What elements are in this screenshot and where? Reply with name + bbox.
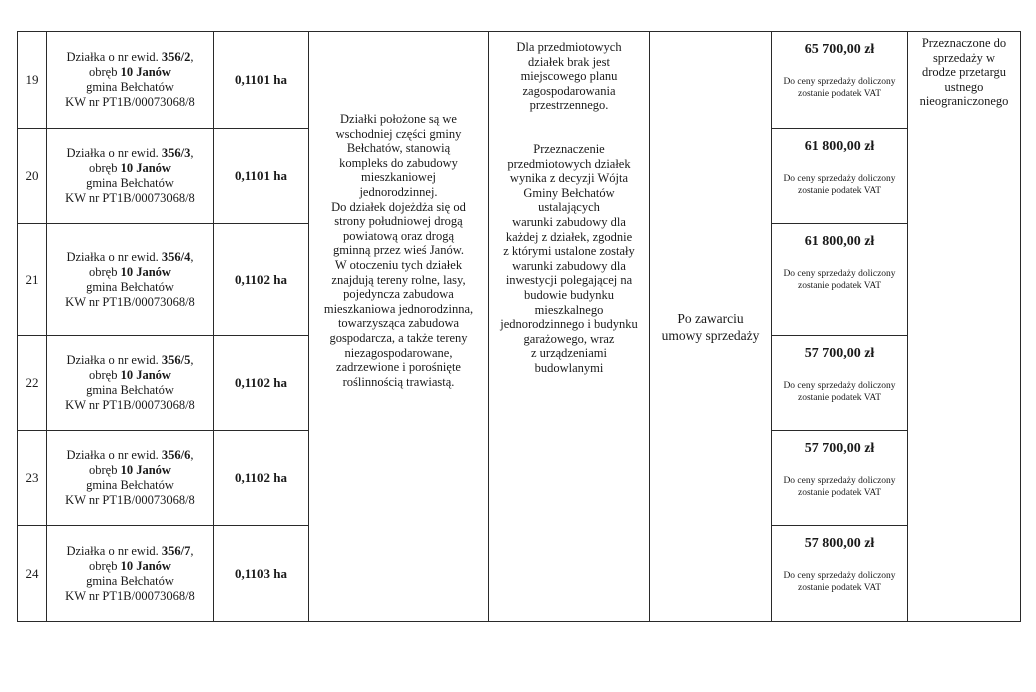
parcel-number: 356/2 bbox=[161, 50, 191, 64]
sale-purpose-line: Przeznaczone do bbox=[921, 36, 1007, 50]
location-description-line: zadrzewione i porośnięte bbox=[336, 360, 461, 375]
zoning-info-line: inwestycji polegającej na bbox=[505, 273, 633, 288]
vat-note: Do ceny sprzedaży doliczony zostanie podatek VAT bbox=[783, 381, 896, 403]
location-description-line: towarzysząca zabudowa bbox=[337, 316, 460, 331]
gmina-name: gmina Bełchatów bbox=[86, 80, 174, 94]
zoning-info-line: budowie budynku bbox=[524, 287, 614, 302]
parcels-table bbox=[17, 31, 1021, 622]
parcel-prefix: Działka o nr ewid. bbox=[66, 50, 162, 64]
sale-purpose-line: sprzedaży w bbox=[932, 50, 996, 65]
location-description-line: gminną przez wieś Janów. bbox=[332, 243, 465, 258]
row-number-text: 19 bbox=[25, 72, 39, 87]
row-number bbox=[18, 336, 47, 431]
land-register-number: KW nr PT1B/00073068/8 bbox=[65, 294, 195, 309]
zoning-info-line: miejscowego planu bbox=[520, 69, 618, 84]
zoning-info-line: wynika z decyzji Wójta bbox=[509, 171, 629, 186]
row-number-text: 20 bbox=[25, 168, 39, 183]
location-description-line: znajdują tereny rolne, lasy, bbox=[331, 272, 466, 287]
row-number-text: 22 bbox=[25, 375, 39, 390]
parcel-comma: , bbox=[190, 353, 194, 367]
zoning-info-line: garażowego, wraz bbox=[523, 331, 615, 346]
zoning-info-line: warunki zabudowy dla bbox=[512, 258, 626, 273]
area-value: 0,1102 ha bbox=[234, 271, 287, 287]
parcel-cell bbox=[47, 32, 214, 129]
sale-purpose-line: drodze przetargu bbox=[921, 65, 1007, 80]
location-description-line: powiatową oraz drogą bbox=[342, 228, 455, 243]
parcel-number: 356/5 bbox=[161, 353, 191, 367]
location-description-line: pojedyncza zabudowa bbox=[343, 287, 454, 302]
parcel-prefix: Działka o nr ewid. bbox=[66, 249, 162, 264]
price-value: 57 700,00 zł bbox=[804, 346, 875, 361]
precinct-prefix: obręb bbox=[89, 264, 121, 279]
location-description-line: kompleks do zabudowy bbox=[339, 155, 458, 170]
zoning-info-line: budowlanymi bbox=[534, 360, 604, 375]
row-number-text: 24 bbox=[25, 565, 39, 581]
parcel-cell bbox=[47, 431, 214, 526]
location-description-line: Działki położone są we bbox=[340, 112, 457, 126]
parcel-prefix: Działka o nr ewid. bbox=[66, 353, 162, 367]
price-cell bbox=[772, 32, 908, 129]
price-value: 57 800,00 zł bbox=[804, 536, 875, 551]
row-number bbox=[18, 32, 47, 129]
parcel-cell bbox=[47, 526, 214, 622]
area-cell bbox=[214, 129, 309, 224]
sale-purpose bbox=[908, 32, 1021, 622]
payment-terms-line: Po zawarciu bbox=[677, 310, 744, 326]
location-description-line: jednorodzinnej. bbox=[359, 184, 438, 199]
price-cell bbox=[772, 129, 908, 224]
price-value: 61 800,00 zł bbox=[804, 234, 875, 249]
parcel-prefix: Działka o nr ewid. bbox=[66, 543, 162, 558]
price-value: 57 700,00 zł bbox=[804, 441, 875, 456]
zoning-info-line: z urządzeniami bbox=[531, 346, 607, 361]
zoning-info-line: zagospodarowania bbox=[522, 83, 616, 98]
zoning-info-line: Gminy Bełchatów bbox=[523, 185, 615, 200]
zoning-info-line: przedmiotowych działek bbox=[507, 156, 631, 171]
parcel-cell bbox=[47, 129, 214, 224]
vat-note: Do ceny sprzedaży doliczony zostanie podatek VAT bbox=[783, 77, 896, 99]
row-number bbox=[18, 224, 47, 336]
precinct-name: 10 Janów bbox=[120, 368, 171, 382]
precinct-prefix: obręb bbox=[89, 368, 121, 382]
location-description bbox=[309, 32, 489, 622]
location-description-line: mieszkaniowa jednorodzinna, bbox=[323, 301, 474, 316]
zoning-info bbox=[489, 32, 650, 622]
price-value: 61 800,00 zł bbox=[804, 139, 875, 154]
parcel-prefix: Działka o nr ewid. bbox=[66, 146, 162, 160]
precinct-prefix: obręb bbox=[89, 558, 121, 573]
parcel-cell bbox=[47, 336, 214, 431]
precinct-name: 10 Janów bbox=[120, 65, 171, 79]
precinct-prefix: obręb bbox=[89, 463, 121, 477]
paragraph-gap bbox=[489, 113, 649, 142]
area-value: 0,1101 ha bbox=[234, 72, 287, 87]
land-register-number: KW nr PT1B/00073068/8 bbox=[65, 191, 195, 205]
area-value: 0,1102 ha bbox=[234, 470, 287, 485]
zoning-info-line: każdej z działek, zgodnie bbox=[505, 229, 633, 244]
precinct-name: 10 Janów bbox=[120, 558, 171, 573]
row-number bbox=[18, 431, 47, 526]
gmina-name: gmina Bełchatów bbox=[86, 383, 174, 397]
parcel-comma: , bbox=[190, 249, 194, 264]
land-register-number: KW nr PT1B/00073068/8 bbox=[65, 398, 195, 412]
parcel-comma: , bbox=[190, 448, 194, 462]
parcel-prefix: Działka o nr ewid. bbox=[66, 448, 162, 462]
land-register-number: KW nr PT1B/00073068/8 bbox=[65, 588, 195, 603]
land-register-number: KW nr PT1B/00073068/8 bbox=[65, 95, 195, 109]
area-value: 0,1103 ha bbox=[234, 565, 287, 581]
zoning-info-line: jednorodzinnego i budynku bbox=[500, 317, 638, 332]
zoning-info-line: z którymi ustalone zostały bbox=[503, 244, 635, 259]
parcel-number: 356/4 bbox=[161, 249, 191, 264]
row-number bbox=[18, 526, 47, 622]
price-cell bbox=[772, 336, 908, 431]
location-description-line: Bełchatów, stanowią bbox=[346, 141, 451, 156]
vat-note: Do ceny sprzedaży doliczony zostanie podatek VAT bbox=[783, 174, 896, 196]
location-description-line: Do działek dojeżdża się od bbox=[331, 199, 466, 214]
parcel-number: 356/7 bbox=[161, 543, 191, 558]
price-cell bbox=[772, 224, 908, 336]
area-cell bbox=[214, 32, 309, 129]
zoning-info-line: Przeznaczenie bbox=[533, 141, 605, 156]
parcel-comma: , bbox=[190, 146, 194, 160]
table-row bbox=[18, 32, 1021, 129]
row-number-text: 23 bbox=[25, 470, 39, 485]
location-description-line: strony południowej drogą bbox=[334, 214, 463, 229]
precinct-name: 10 Janów bbox=[120, 264, 171, 279]
parcel-number: 356/3 bbox=[161, 146, 191, 160]
gmina-name: gmina Bełchatów bbox=[86, 573, 174, 588]
precinct-name: 10 Janów bbox=[120, 463, 171, 477]
zoning-info-line: warunki zabudowy dla bbox=[512, 214, 626, 229]
location-description-line: gospodarcza, a także tereny bbox=[329, 330, 468, 345]
land-register-number: KW nr PT1B/00073068/8 bbox=[65, 493, 195, 507]
zoning-info-line: mieszkalnego bbox=[534, 302, 604, 317]
zoning-info-line: działek brak jest bbox=[528, 54, 610, 69]
price-value: 65 700,00 zł bbox=[804, 42, 875, 57]
location-description-line: W otoczeniu tych działek bbox=[334, 257, 463, 272]
area-cell bbox=[214, 224, 309, 336]
location-description-line: wschodniej części gminy bbox=[335, 126, 462, 141]
parcel-cell bbox=[47, 224, 214, 336]
payment-terms-line: umowy sprzedaży bbox=[661, 327, 760, 343]
zoning-info-line: ustalających bbox=[538, 200, 600, 215]
area-value: 0,1102 ha bbox=[234, 375, 287, 390]
price-cell bbox=[772, 431, 908, 526]
zoning-info-line: Dla przedmiotowych bbox=[516, 40, 622, 54]
parcel-comma: , bbox=[190, 543, 194, 558]
row-number bbox=[18, 129, 47, 224]
area-value: 0,1101 ha bbox=[234, 168, 287, 183]
precinct-prefix: obręb bbox=[89, 65, 121, 79]
vat-note: Do ceny sprzedaży doliczony zostanie podatek VAT bbox=[783, 476, 896, 498]
precinct-prefix: obręb bbox=[89, 161, 121, 175]
area-cell bbox=[214, 431, 309, 526]
area-cell bbox=[214, 336, 309, 431]
payment-terms bbox=[650, 32, 772, 622]
zoning-info-line: przestrzennego. bbox=[529, 98, 609, 113]
vat-note: Do ceny sprzedaży doliczony zostanie podatek VAT bbox=[783, 269, 896, 291]
sale-purpose-line: ustnego bbox=[944, 79, 984, 94]
price-cell bbox=[772, 526, 908, 622]
precinct-name: 10 Janów bbox=[120, 161, 171, 175]
parcel-comma: , bbox=[190, 50, 194, 64]
gmina-name: gmina Bełchatów bbox=[86, 279, 174, 294]
location-description-line: mieszkaniowej bbox=[361, 170, 436, 185]
vat-note: Do ceny sprzedaży doliczony zostanie podatek VAT bbox=[783, 571, 896, 593]
location-description-line: niezagospodarowane, bbox=[344, 345, 453, 360]
sale-purpose-line: nieograniczonego bbox=[919, 94, 1009, 109]
location-description-line: roślinnością trawiastą. bbox=[342, 374, 455, 389]
row-number-text: 21 bbox=[25, 271, 39, 287]
parcel-number: 356/6 bbox=[161, 448, 191, 462]
area-cell bbox=[214, 526, 309, 622]
gmina-name: gmina Bełchatów bbox=[86, 176, 174, 190]
gmina-name: gmina Bełchatów bbox=[86, 478, 174, 492]
